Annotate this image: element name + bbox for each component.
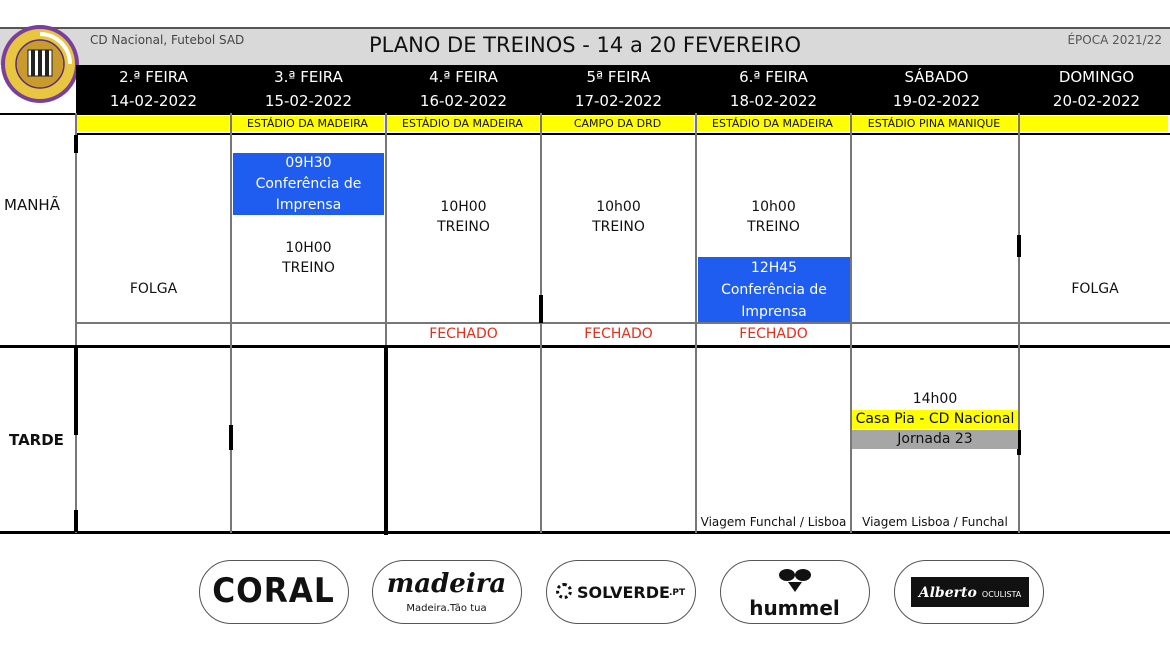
tue-press-conference (233, 153, 384, 215)
day-date-tue: 15-02-2022 (264, 92, 353, 110)
grid-line-mid (0, 345, 1170, 348)
fri-press-conference (698, 257, 850, 322)
sponsor-coral (199, 560, 349, 624)
grid-line-venue (76, 133, 1170, 135)
day-name-thu: 5ª FEIRA (586, 68, 651, 86)
grid-col-6 (1018, 113, 1020, 533)
page-title: PLANO DE TREINOS - 14 a 20 FEVEREIRO (368, 33, 802, 57)
sponsor-hummel-logo: hummel (749, 596, 840, 620)
day-name-mon: 2.ª FEIRA (119, 68, 188, 86)
fri-closed: FECHADO (739, 326, 808, 342)
fri-training-label: TREINO (747, 219, 800, 235)
sponsor-alberto-badge (911, 577, 1029, 607)
day-name-sun: DOMINGO (1058, 68, 1135, 86)
day-date-mon: 14-02-2022 (109, 92, 198, 110)
venue-mon (76, 116, 231, 131)
venue-fri: ESTÁDIO DA MADEIRA (696, 116, 851, 131)
sponsor-madeira-logo: madeira (386, 569, 507, 599)
day-date-sun: 20-02-2022 (1052, 92, 1141, 110)
thu-closed: FECHADO (584, 326, 653, 342)
sat-match: Casa Pia - CD Nacional (852, 410, 1018, 429)
grid-accent (229, 425, 233, 450)
venue-sat: ESTÁDIO PINA MANIQUE (851, 116, 1019, 131)
sponsor-alberto-logo: Alberto (918, 585, 977, 601)
day-name-sat: SÁBADO (904, 68, 969, 86)
sponsor-coral-logo: CORAL (212, 571, 335, 611)
bee-icon (778, 567, 812, 593)
grid-line-top (0, 113, 1170, 115)
season-label: ÉPOCA 2021/22 (1067, 33, 1162, 47)
venue-wed: ESTÁDIO DA MADEIRA (386, 116, 541, 131)
grid-col-0 (75, 113, 77, 533)
venue-sun (1019, 116, 1170, 131)
grid-line-bottom (0, 531, 1170, 534)
grid-line-closed (76, 322, 1170, 324)
fri-conf-label: Conferência de Imprensa (721, 282, 827, 320)
tue-conf-time: 09H30 (285, 155, 332, 171)
thu-training (541, 197, 696, 237)
sponsor-solverde-logo: SOLVERDE (577, 583, 670, 602)
club-name: CD Nacional, Futebol SAD (90, 33, 245, 47)
grid-col-4 (695, 113, 697, 533)
grid-accent (74, 135, 78, 153)
day-date-sat: 19-02-2022 (892, 92, 981, 110)
thu-training-time: 10h00 (596, 199, 641, 215)
sponsor-madeira (372, 560, 522, 624)
tue-training-time: 10H00 (285, 240, 332, 256)
day-name-fri: 6.ª FEIRA (739, 68, 808, 86)
wed-training-time: 10H00 (440, 199, 487, 215)
grid-accent (539, 295, 543, 323)
venue-thu: CAMPO DA DRD (541, 116, 696, 131)
tue-conf-label: Conferência de Imprensa (255, 176, 362, 213)
mon-rest: FOLGA (129, 281, 178, 297)
fri-training-time: 10h00 (751, 199, 796, 215)
grid-col-5 (850, 113, 852, 533)
sponsor-solverde (546, 560, 696, 624)
venue-tue: ESTÁDIO DA MADEIRA (231, 116, 386, 131)
sat-travel: Viagem Lisboa / Funchal (862, 515, 1008, 529)
wed-training-label: TREINO (437, 219, 490, 235)
row-label-morning: MANHÃ (4, 196, 60, 214)
fri-travel: Viagem Funchal / Lisboa (700, 515, 847, 529)
sponsor-alberto-sub: OCULISTA (981, 590, 1022, 599)
fri-training (696, 197, 851, 237)
sat-round: Jornada 23 (852, 430, 1018, 449)
club-crest-logo (0, 24, 80, 104)
sponsor-hummel (720, 560, 870, 624)
grid-accent (74, 345, 78, 435)
sun-icon (556, 583, 572, 599)
sponsor-solverde-suffix: .PT (669, 588, 686, 598)
grid-accent (74, 510, 78, 532)
fri-conf-time: 12H45 (750, 260, 798, 276)
sponsor-madeira-tagline: Madeira.Tão tua (406, 603, 487, 614)
grid-accent (384, 345, 388, 535)
grid-accent (1017, 235, 1021, 257)
row-label-afternoon: TARDE (9, 431, 64, 449)
thu-training-label: TREINO (592, 219, 645, 235)
day-date-thu: 17-02-2022 (574, 92, 663, 110)
sun-rest: FOLGA (1071, 281, 1119, 297)
wed-closed: FECHADO (429, 326, 498, 342)
day-name-tue: 3.ª FEIRA (274, 68, 343, 86)
tue-training (231, 238, 386, 278)
sponsor-alberto-oculista (894, 560, 1044, 624)
grid-col-1 (230, 113, 232, 533)
wed-training (386, 197, 541, 237)
sat-match-time: 14h00 (912, 391, 958, 407)
grid-col-3 (540, 113, 542, 533)
tue-training-label: TREINO (282, 260, 335, 276)
day-date-fri: 18-02-2022 (729, 92, 818, 110)
day-name-wed: 4.ª FEIRA (429, 68, 498, 86)
day-date-wed: 16-02-2022 (419, 92, 508, 110)
